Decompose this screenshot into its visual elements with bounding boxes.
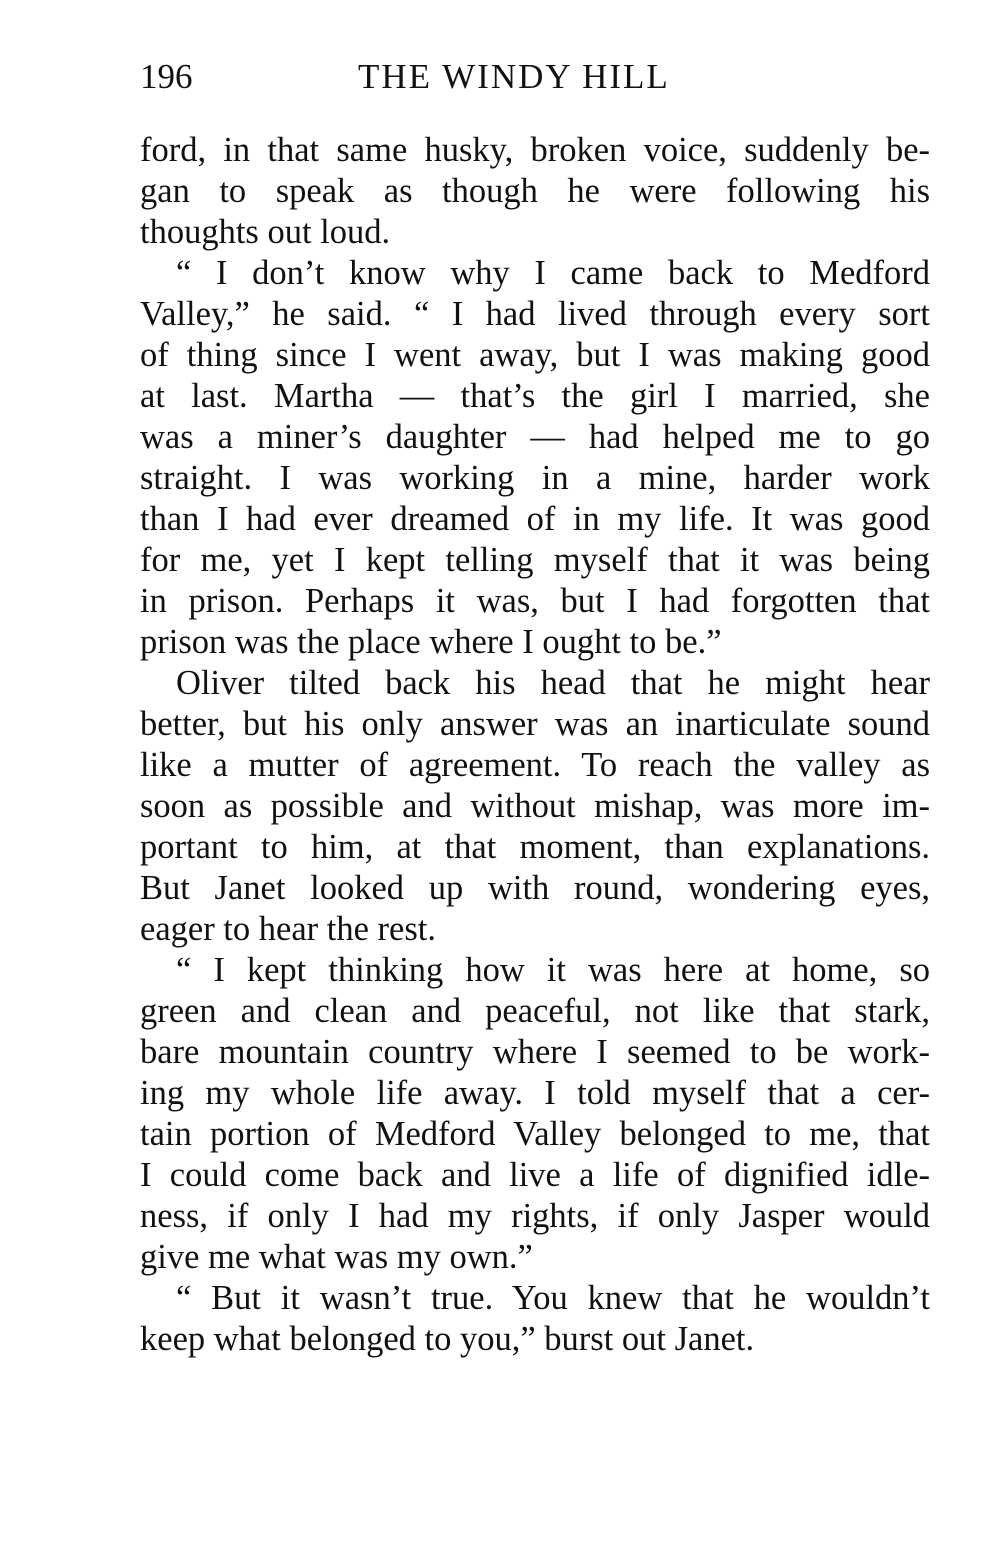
text-line: Oliver tilted back his head that he might hear <box>176 664 930 702</box>
paragraph <box>140 253 930 663</box>
text-line: I could come back and live a life of dignified idle- <box>140 1156 930 1194</box>
text-line: “ But it wasn’t true. You knew that he wouldn’t <box>176 1279 930 1317</box>
text-line: soon as possible and without mishap, was more im- <box>140 787 930 825</box>
body-text <box>140 130 930 1360</box>
page-number: 196 <box>140 57 193 96</box>
text-line: was a miner’s daughter — had helped me to go <box>140 418 930 456</box>
page-header <box>140 52 930 102</box>
text-line: portant to him, at that moment, than explanations. <box>140 828 930 866</box>
text-line: keep what belonged to you,” burst out Janet. <box>140 1320 755 1358</box>
text-line: in prison. Perhaps it was, but I had forgotten that <box>140 582 930 620</box>
text-line: “ I kept thinking how it was here at home, so <box>176 951 930 989</box>
text-line: than I had ever dreamed of in my life. It was good <box>140 500 930 538</box>
text-line: gan to speak as though he were following his <box>140 172 930 210</box>
paragraph <box>140 130 930 253</box>
running-title: THE WINDY HILL <box>358 57 670 96</box>
text-line: at last. Martha — that’s the girl I married, she <box>140 377 930 415</box>
text-line: bare mountain country where I seemed to be work- <box>140 1033 930 1071</box>
paragraph <box>140 950 930 1278</box>
text-line: Valley,” he said. “ I had lived through every sort <box>140 295 930 333</box>
text-line: ford, in that same husky, broken voice, suddenly be- <box>140 131 930 169</box>
text-line: like a mutter of agreement. To reach the valley as <box>140 746 930 784</box>
paragraph <box>140 1278 930 1360</box>
text-line: for me, yet I kept telling myself that it was being <box>140 541 930 579</box>
text-line: eager to hear the rest. <box>140 910 436 948</box>
text-line: straight. I was working in a mine, harder work <box>140 459 930 497</box>
text-line: ing my whole life away. I told myself that a cer- <box>140 1074 930 1112</box>
text-line: thoughts out loud. <box>140 213 391 251</box>
text-line: “ I don’t know why I came back to Medford <box>176 254 930 292</box>
text-line: tain portion of Medford Valley belonged to me, that <box>140 1115 930 1153</box>
paragraph <box>140 663 930 950</box>
text-line: give me what was my own.” <box>140 1238 533 1276</box>
text-line: green and clean and peaceful, not like that stark, <box>140 992 930 1030</box>
text-line: But Janet looked up with round, wondering eyes, <box>140 869 930 907</box>
text-line: prison was the place where I ought to be.” <box>140 623 722 661</box>
text-line: of thing since I went away, but I was making good <box>140 336 930 374</box>
text-line: better, but his only answer was an inarticulate sound <box>140 705 930 743</box>
text-line: ness, if only I had my rights, if only Jasper would <box>140 1197 930 1235</box>
